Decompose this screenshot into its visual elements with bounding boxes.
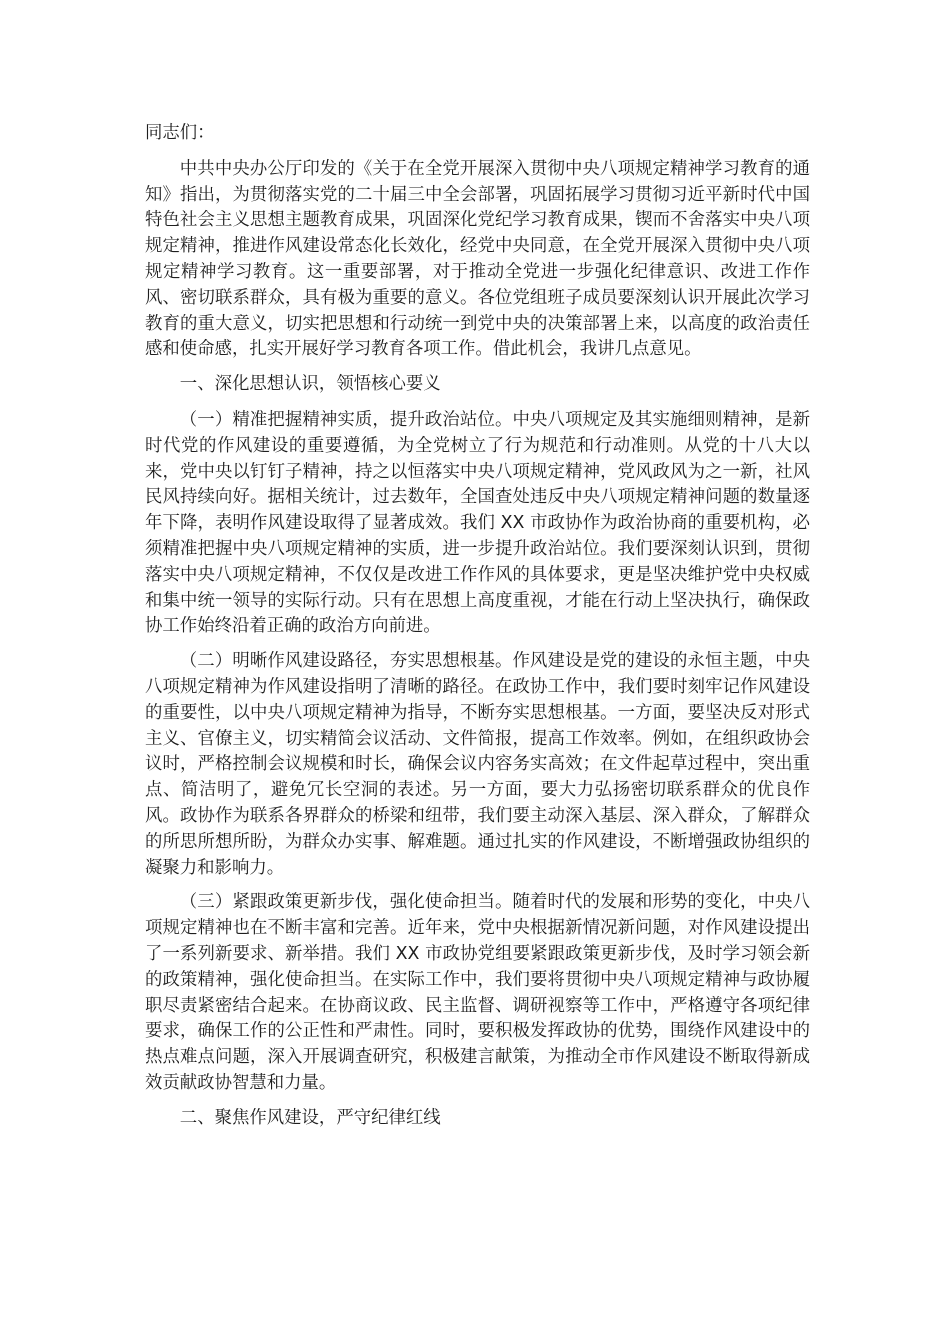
section-1-paragraph-3: （三）紧跟政策更新步伐，强化使命担当。随着时代的发展和形势的变化，中央八项规定精神也在不断丰富和完善。近年来，党中央根据新情况新问题，对作风建设提出了一系列新要求、新举措。我们 XX 市政协党组要紧跟政策更新步伐，及时学习领会新的政策精神，强化使命担当。在实际工作中，我们要将贯彻中央八项规定精神与政协履职尽责紧密结合起来。在协商议政、民主监督、调研视察等工作中，严格遵守各项纪律要求，确保工作的公正性和严肃性。同时，要积极发挥政协的优势，围绕作风建设中的热点难点问题，深入开展调查研究，积极建言献策，为推动全市作风建设不断取得新成效贡献政协智慧和力量。 <box>145 892 810 1093</box>
section-1-heading: 一、深化思想认识，领悟核心要义 <box>179 374 441 395</box>
section-1-paragraph-1: （一）精准把握精神实质，提升政治站位。中央八项规定及其实施细则精神，是新时代党的作风建设的重要遵循，为全党树立了行为规范和行动准则。从党的十八大以来，党中央以钉钉子精神，持之以恒落实中央八项规定精神，党风政风为之一新，社风民风持续向好。据相关统计，过去数年，全国查处违反中央八项规定精神问题的数量逐年下降，表明作风建设取得了显著成效。我们 XX 市政协作为政治协商的重要机构，必须精准把握中央八项规定精神的实质，进一步提升政治站位。我们要深刻认识到，贯彻落实中央八项规定精神，不仅仅是改进工作作风的具体要求，更是坚决维护党中央权威和集中统一领导的实际行动。只有在思想上高度重视，才能在行动上坚决执行，确保政协工作始终沿着正确的政治方向前进。 <box>145 409 810 637</box>
greeting: 同志们： <box>145 123 215 143</box>
section-1-paragraph-2: （二）明晰作风建设路径，夯实思想根基。作风建设是党的建设的永恒主题，中央八项规定精神为作风建设指明了清晰的路径。在政协工作中，我们要时刻牢记作风建设的重要性，以中央八项规定精神为指导，不断夯实思想根基。一方面，要坚决反对形式主义、官僚主义，切实精简会议活动、文件简报，提高工作效率。例如，在组织政协会议时，严格控制会议规模和时长，确保会议内容务实高效；在文件起草过程中，突出重点、简洁明了，避免冗长空洞的表述。另一方面，要大力弘扬密切联系群众的优良作风。政协作为联系各界群众的桥梁和纽带，我们要主动深入基层、深入群众，了解群众的所思所想所盼，为群众办实事、解难题。通过扎实的作风建设，不断增强政协组织的凝聚力和影响力。 <box>145 651 810 878</box>
intro-paragraph: 中共中央办公厅印发的《关于在全党开展深入贯彻中央八项规定精神学习教育的通知》指出，为贯彻落实党的二十届三中全会部署，巩固拓展学习贯彻习近平新时代中国特色社会主义思想主题教育成果，巩固深化党纪学习教育成果，锲而不舍落实中央八项规定精神，推进作风建设常态化长效化，经党中央同意，在全党开展深入贯彻中央八项规定精神学习教育。这一重要部署，对于推动全党进一步强化纪律意识、改进工作作风、密切联系群众，具有极为重要的意义。各位党组班子成员要深刻认识开展此次学习教育的重大意义，切实把思想和行动统一到党中央的决策部署上来，以高度的政治责任感和使命感，扎实开展好学习教育各项工作。借此机会，我讲几点意见。 <box>145 158 810 360</box>
section-2-heading: 二、聚焦作风建设，严守纪律红线 <box>179 1107 441 1128</box>
document-body <box>145 121 810 1141</box>
